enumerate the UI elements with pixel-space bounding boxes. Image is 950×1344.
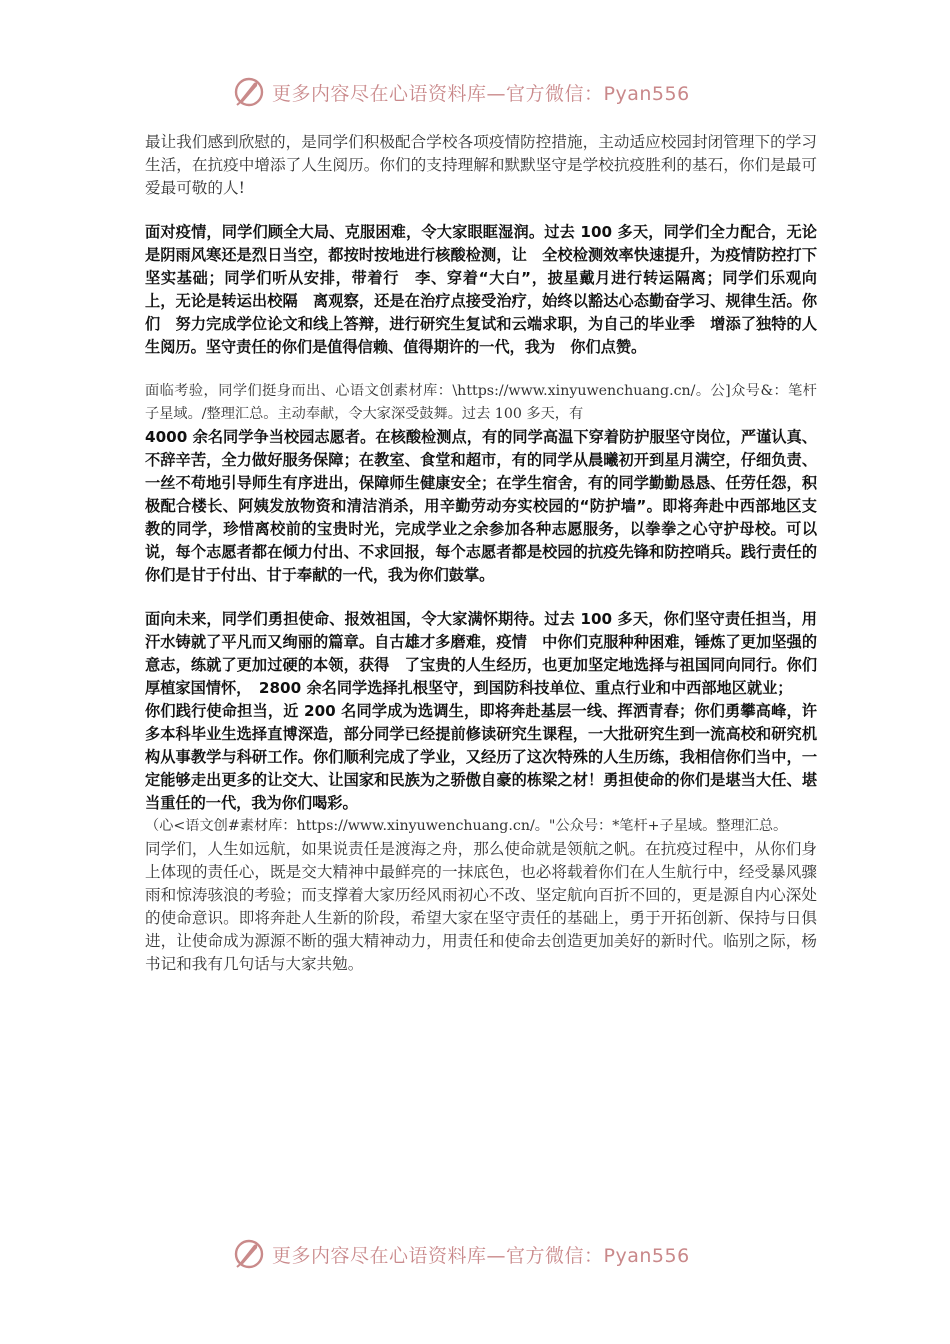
- paragraph-facing-epidemic: 面对疫情，同学们顾全大局、克服困难，令大家眼眶湿润。过去 100 多天，同学们全力配合，无论是阴雨风寒还是烈日当空，都按时按地进行核酸检测，让 全校检测效率快速提升，为疫情防控打下坚实基础；同学们听从安排，带着行 李、穿着“大白”，披星戴月进行转运隔离；同学们乐观向上，无论是转运出校隔 离观察，还是在治疗点接受治疗，始终以豁达心态勤奋学习、规律生活。你们 努力完成学位论文和线上答辩，进行研究生复试和云端求职，为自己的毕业季 增添了独特的人生阅历。坚守责任的你们是值得信赖、值得期许的一代，我为 你们点赞。: [145, 223, 817, 356]
- footer-watermark: [232, 1236, 732, 1272]
- document-body: [145, 131, 817, 976]
- footer-watermark-text: 更多内容尽在心语资料库—官方微信：Pyan556: [272, 1244, 690, 1267]
- quill-logo-icon: [232, 75, 266, 109]
- paragraph-volunteers: 4000 余名同学争当校园志愿者。在核酸检测点，有的同学高温下穿着防护服坚守岗位，严谨认真、不辞辛苦，全力做好服务保障；在教室、食堂和超市，有的同学从晨曦初开到星月满空，仔细负责、一丝不苟地引导师生有序进出，保障师生健康安全；在学生宿舍，有的同学勤勤恳恳、任劳任怨，积极配合楼长、阿姨发放物资和清洁消杀，用辛勤劳动夯实校园的“防护墙”。即将奔赴中西部地区支教的同学，珍惜离校前的宝贵时光，完成学业之余参加各种志愿服务，以拳拳之心守护母校。可以说，每个志愿者都在倾力付出、不求回报，每个志愿者都是校园的抗疫先锋和防控哨兵。践行责任的你们是甘于付出、甘于奉献的一代，我为你们鼓掌。: [145, 428, 817, 584]
- paragraph-gratitude: 最让我们感到欣慰的，是同学们积极配合学校各项疫情防控措施，主动适应校园封闭管理下的学习生活，在抗疫中增添了人生阅历。你们的支持理解和默默坚守是学校抗疫胜利的基石，你们是最可爱最可敬的人!: [145, 133, 817, 197]
- header-watermark: [232, 74, 732, 110]
- paragraph-watermark-note: （心<语文创#素材库：https://www.xinyuwenchuang.cn/。"公众号：*笔杆+子星域。整理汇总。: [145, 818, 788, 834]
- paragraph-facing-test-watermark: 面临考验，同学们挺身而出、心语文创素材库：\https://www.xinyuwenchuang.cn/。公]众号&：笔杆子星域。/整理汇总。主动奉献，令大家深受鼓舞。过去 100 多天，有: [145, 383, 817, 422]
- header-watermark-text: 更多内容尽在心语资料库—官方微信：Pyan556: [272, 82, 690, 105]
- paragraph-future-mission: 面向未来，同学们勇担使命、报效祖国，令大家满怀期待。过去 100 多天，你们坚守责任担当，用汗水铸就了平凡而又绚丽的篇章。自古雄才多磨难，疫情 中你们克服种种困难，锤炼了更加坚强的意志，练就了更加过硬的本领，获得 了宝贵的人生经历，也更加坚定地选择与祖国同向同行。你们厚植家国情怀， 2800 余名同学选择扎根坚守，到国防科技单位、重点行业和中西部地区就业；: [145, 610, 817, 697]
- paragraph-closing: 同学们，人生如远航，如果说责任是渡海之舟，那么使命就是领航之帆。在抗疫过程中，从你们身上体现的责任心，既是交大精神中最鲜亮的一抹底色，也必将载着你们在人生航行中，经受暴风骤雨和惊涛骇浪的考验；而支撑着大家历经风雨初心不改、坚定航向百折不回的，更是源自内心深处的使命意识。即将奔赴人生新的阶段，希望大家在坚守责任的基础上，勇于开拓创新、保持与日俱进，让使命成为源源不断的强大精神动力，用责任和使命去创造更加美好的新时代。临别之际，杨书记和我有几句话与大家共勉。: [145, 840, 817, 973]
- paragraph-mission-practice: 你们践行使命担当，近 200 名同学成为选调生，即将奔赴基层一线、挥洒青春；你们勇攀高峰，许多本科毕业生选择直博深造，部分同学已经提前修读研究生课程，一大批研究生到一流高校和研究机构从事教学与科研工作。你们顺利完成了学业，又经历了这次特殊的人生历练，我相信你们当中，一定能够走出更多的让交大、让国家和民族为之骄傲自豪的栋梁之材！勇担使命的你们是堪当大任、堪当重任的一代，我为你们喝彩。: [145, 702, 817, 812]
- quill-logo-icon: [232, 1237, 266, 1271]
